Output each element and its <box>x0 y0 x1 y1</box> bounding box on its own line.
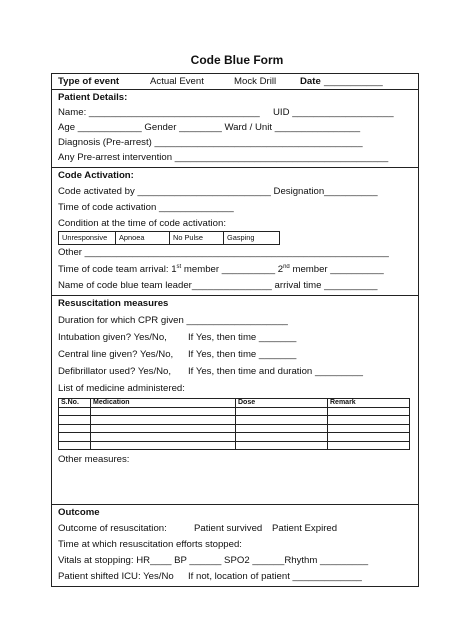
col-remark: Remark <box>328 399 410 408</box>
patient-header: Patient Details: <box>58 92 128 103</box>
cell[interactable] <box>59 441 91 450</box>
arrival-sup1: st <box>176 264 182 270</box>
central-line-time-field[interactable]: If Yes, then time _______ <box>188 349 297 360</box>
stopped-time-field[interactable]: Time at which resuscitation efforts stopped: <box>58 539 242 550</box>
arrival-mid: member __________ 2 <box>181 264 284 275</box>
defib-row <box>58 366 412 378</box>
central-line-field[interactable]: Central line given? Yes/No, <box>58 349 174 360</box>
activation-section <box>52 167 418 295</box>
actual-event-option[interactable]: Actual Event <box>150 76 204 87</box>
diagnosis-field[interactable]: Diagnosis (Pre-arrest) _______________________________________ <box>58 137 363 148</box>
date-label: Date <box>300 76 321 87</box>
cell[interactable] <box>328 407 410 416</box>
other-condition-field[interactable]: Other _________________________________________________________ <box>58 247 389 258</box>
condition-unresponsive[interactable]: Unresponsive <box>62 233 108 242</box>
mock-drill-option[interactable]: Mock Drill <box>234 76 277 87</box>
condition-options <box>58 231 280 245</box>
cell[interactable] <box>59 407 91 416</box>
age-gender-ward-field[interactable]: Age ____________ Gender ________ Ward / Unit ________________ <box>58 122 361 133</box>
condition-gasping[interactable]: Gasping <box>223 232 278 244</box>
intubation-time-field[interactable]: If Yes, then time _______ <box>188 332 297 343</box>
outcome-header: Outcome <box>58 507 100 518</box>
condition-no-pulse[interactable]: No Pulse <box>169 232 223 244</box>
team-arrival-field[interactable] <box>58 264 412 276</box>
event-row <box>58 76 412 88</box>
activated-by-field[interactable]: Code activated by _________________________ Designation__________ <box>58 186 378 197</box>
col-sno: S.No. <box>59 399 91 408</box>
cell[interactable] <box>236 433 328 442</box>
cell[interactable] <box>328 433 410 442</box>
table-row <box>59 441 410 450</box>
condition-apnoea[interactable]: Apnoea <box>115 232 169 244</box>
col-dose: Dose <box>236 399 328 408</box>
icu-row <box>58 571 412 583</box>
patient-section <box>52 89 418 167</box>
condition-label: Condition at the time of code activation: <box>58 218 226 229</box>
intubation-row <box>58 332 412 344</box>
resus-section <box>52 295 418 504</box>
arrival-post: member __________ <box>289 264 384 275</box>
prearrest-field[interactable]: Any Pre-arrest intervention ________________________________________ <box>58 152 389 163</box>
table-row <box>59 424 410 433</box>
defib-field[interactable]: Defibrillator used? Yes/No, <box>58 366 172 377</box>
col-medication: Medication <box>91 399 236 408</box>
cell[interactable] <box>236 441 328 450</box>
medicine-table-header <box>59 399 410 408</box>
resus-header: Resuscitation measures <box>58 298 169 309</box>
expired-option[interactable]: Patient Expired <box>272 523 338 534</box>
team-leader-field[interactable]: Name of code blue team leader_______________ arrival time __________ <box>58 280 378 291</box>
cell[interactable] <box>59 424 91 433</box>
cell[interactable] <box>59 433 91 442</box>
outcome-row <box>58 523 412 535</box>
outcome-section <box>52 504 418 586</box>
event-type-label: Type of event <box>58 76 120 87</box>
date-field[interactable]: ___________ <box>324 76 383 87</box>
other-measures-label: Other measures: <box>58 454 130 465</box>
cell[interactable] <box>91 407 236 416</box>
name-field[interactable]: Name: ________________________________ <box>58 107 260 118</box>
arrival-sup2: nd <box>283 264 290 270</box>
central-line-row <box>58 349 412 361</box>
icu-location-field[interactable]: If not, location of patient _____________ <box>188 571 362 582</box>
cpr-duration-field[interactable]: Duration for which CPR given ___________________ <box>58 315 288 326</box>
outcome-label: Outcome of resuscitation: <box>58 523 167 534</box>
cell[interactable] <box>91 416 236 425</box>
code-blue-form <box>51 73 419 587</box>
defib-time-field[interactable]: If Yes, then time and duration _________ <box>188 366 363 377</box>
survived-option[interactable]: Patient survived <box>194 523 263 534</box>
event-section <box>52 74 418 89</box>
arrival-pre: Time of code team arrival: 1 <box>58 264 177 275</box>
icu-field[interactable]: Patient shifted ICU: Yes/No <box>58 571 174 582</box>
cell[interactable] <box>236 424 328 433</box>
cell[interactable] <box>328 424 410 433</box>
intubation-field[interactable]: Intubation given? Yes/No, <box>58 332 167 343</box>
cell[interactable] <box>91 424 236 433</box>
activation-header: Code Activation: <box>58 170 134 181</box>
vitals-field[interactable]: Vitals at stopping: HR____ BP ______ SPO2 ______Rhythm _________ <box>58 555 369 566</box>
medicine-list-label: List of medicine administered: <box>58 383 185 394</box>
uid-field[interactable]: UID ___________________ <box>273 107 394 118</box>
cell[interactable] <box>236 416 328 425</box>
cell[interactable] <box>91 441 236 450</box>
table-row <box>59 416 410 425</box>
other-measures-area[interactable] <box>58 466 412 501</box>
cell[interactable] <box>59 416 91 425</box>
cell[interactable] <box>236 407 328 416</box>
cell[interactable] <box>91 433 236 442</box>
cell[interactable] <box>328 441 410 450</box>
cell[interactable] <box>328 416 410 425</box>
table-row <box>59 433 410 442</box>
form-title: Code Blue Form <box>190 53 284 67</box>
name-uid-row <box>58 107 412 119</box>
medicine-table <box>58 398 410 450</box>
table-row <box>59 407 410 416</box>
activation-time-field[interactable]: Time of code activation ______________ <box>58 202 234 213</box>
